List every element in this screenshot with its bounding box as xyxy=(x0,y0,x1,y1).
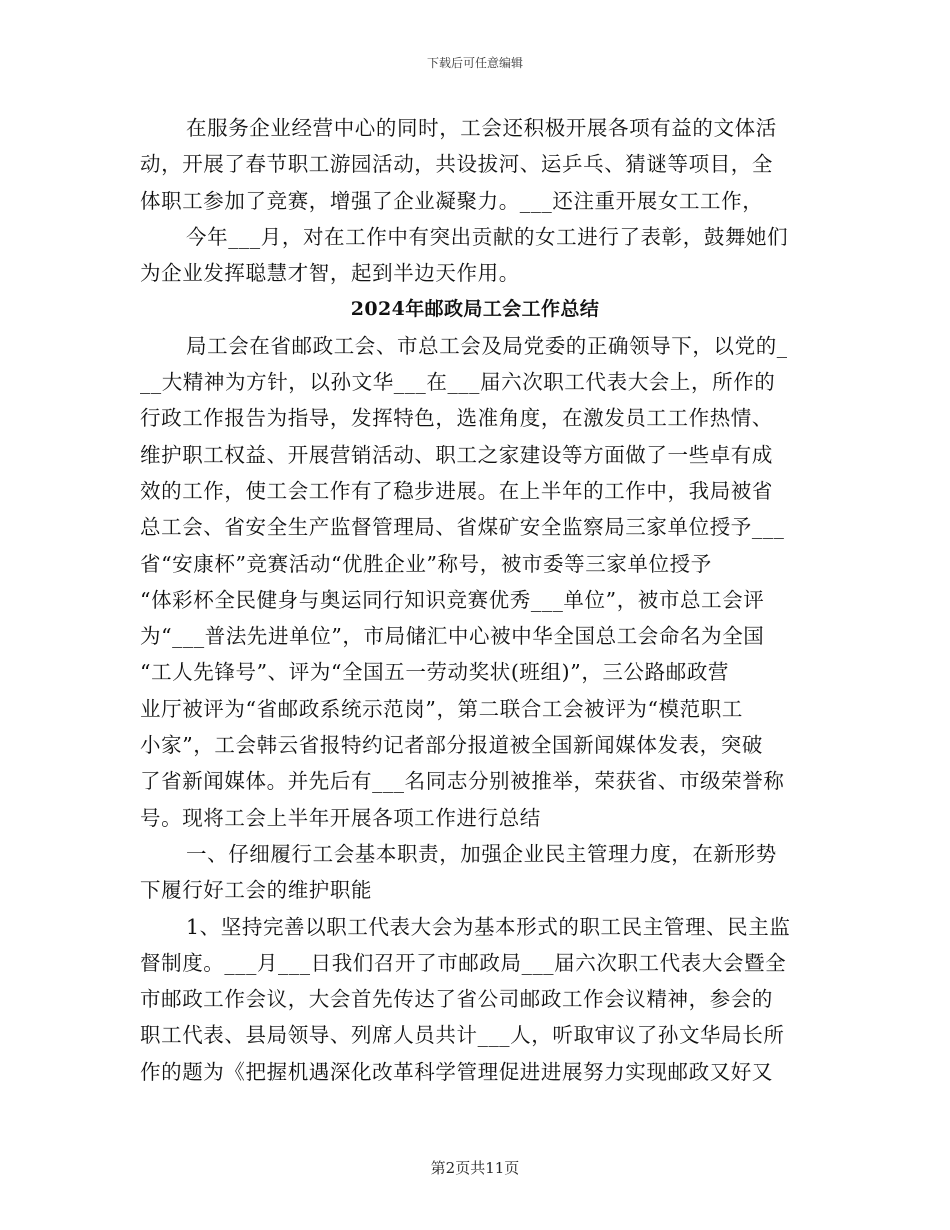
text-line: 局工会在省邮政工会、市总工会及局党委的正确领导下，以党的_ xyxy=(186,333,788,358)
text-line: 今年___月，对在工作中有突出贡献的女工进行了表彰，鼓舞她们 xyxy=(186,224,789,249)
text-line: 动，开展了春节职工游园活动，共设拔河、运乒乓、猜谜等项目，全 xyxy=(140,152,773,177)
page-number-footer: 第2页共11页 xyxy=(430,1159,520,1177)
text-line: “体彩杯全民健身与奥运同行知识竞赛优秀___单位”，被市总工会评 xyxy=(140,587,765,612)
text-line: 维护职工权益、开展营销活动、职工之家建设等方面做了一些卓有成 xyxy=(140,442,773,467)
document-title: 2024年邮政局工会工作总结 xyxy=(350,298,600,321)
text-line: __大精神为方针，以孙文华___在___届六次职工代表大会上，所作的 xyxy=(140,370,776,395)
text-line: 小家”，工会韩云省报特约记者部分报道被全国新闻媒体发表，突破 xyxy=(140,733,763,758)
text-line: 了省新闻媒体。并先后有___名同志分别被推举，荣获省、市级荣誉称 xyxy=(140,769,785,794)
text-line: 行政工作报告为指导，发挥特色，选准角度，在激发员工工作热情、 xyxy=(140,406,773,431)
text-line: 下履行好工会的维护职能 xyxy=(140,878,373,903)
text-line: 为“___普法先进单位”，市局储汇中心被中华全国总工会命名为全国 xyxy=(140,624,765,649)
page-header: 下载后可任意编辑 xyxy=(426,56,523,70)
text-line: 作的题为《把握机遇深化改革科学管理促进进展努力实现邮政又好又 xyxy=(140,1059,773,1084)
text-line: 市邮政工作会议，大会首先传达了省公司邮政工作会议精神，参会的 xyxy=(140,987,773,1012)
text-line: 体职工参加了竞赛，增强了企业凝聚力。___还注重开展女工工作， xyxy=(140,188,764,213)
text-line: 省“安康杯”竞赛活动“优胜企业”称号，被市委等三家单位授予 xyxy=(140,551,712,576)
text-line: 效的工作，使工会工作有了稳步进展。在上半年的工作中，我局被省 xyxy=(140,478,773,503)
text-line: 督制度。___月___日我们召开了市邮政局___届六次职工代表大会暨全 xyxy=(140,950,787,975)
text-line: 业厅被评为“省邮政系统示范岗”，第二联合工会被评为“模范职工 xyxy=(140,696,743,721)
text-line: 在服务企业经营中心的同时，工会还积极开展各项有益的文体活 xyxy=(186,116,777,140)
text-line: 1、坚持完善以职工代表大会为基本形式的职工民主管理、民主监 xyxy=(186,914,791,939)
document-body xyxy=(140,110,810,1090)
text-line: 一、仔细履行工会基本职责，加强企业民主管理力度，在新形势 xyxy=(186,841,777,866)
text-line: “工人先锋号”、评为“全国五一劳动奖状(班组)”，三公路邮政营 xyxy=(140,660,730,685)
text-line: 总工会、省安全生产监督管理局、省煤矿安全监察局三家单位授予___ xyxy=(140,515,785,540)
text-line: 为企业发挥聪慧才智，起到半边天作用。 xyxy=(140,261,520,286)
text-line: 职工代表、县局领导、列席人员共计___人，听取审议了孙文华局长所 xyxy=(140,1023,785,1048)
text-line: 号。现将工会上半年开展各项工作进行总结 xyxy=(140,805,541,830)
